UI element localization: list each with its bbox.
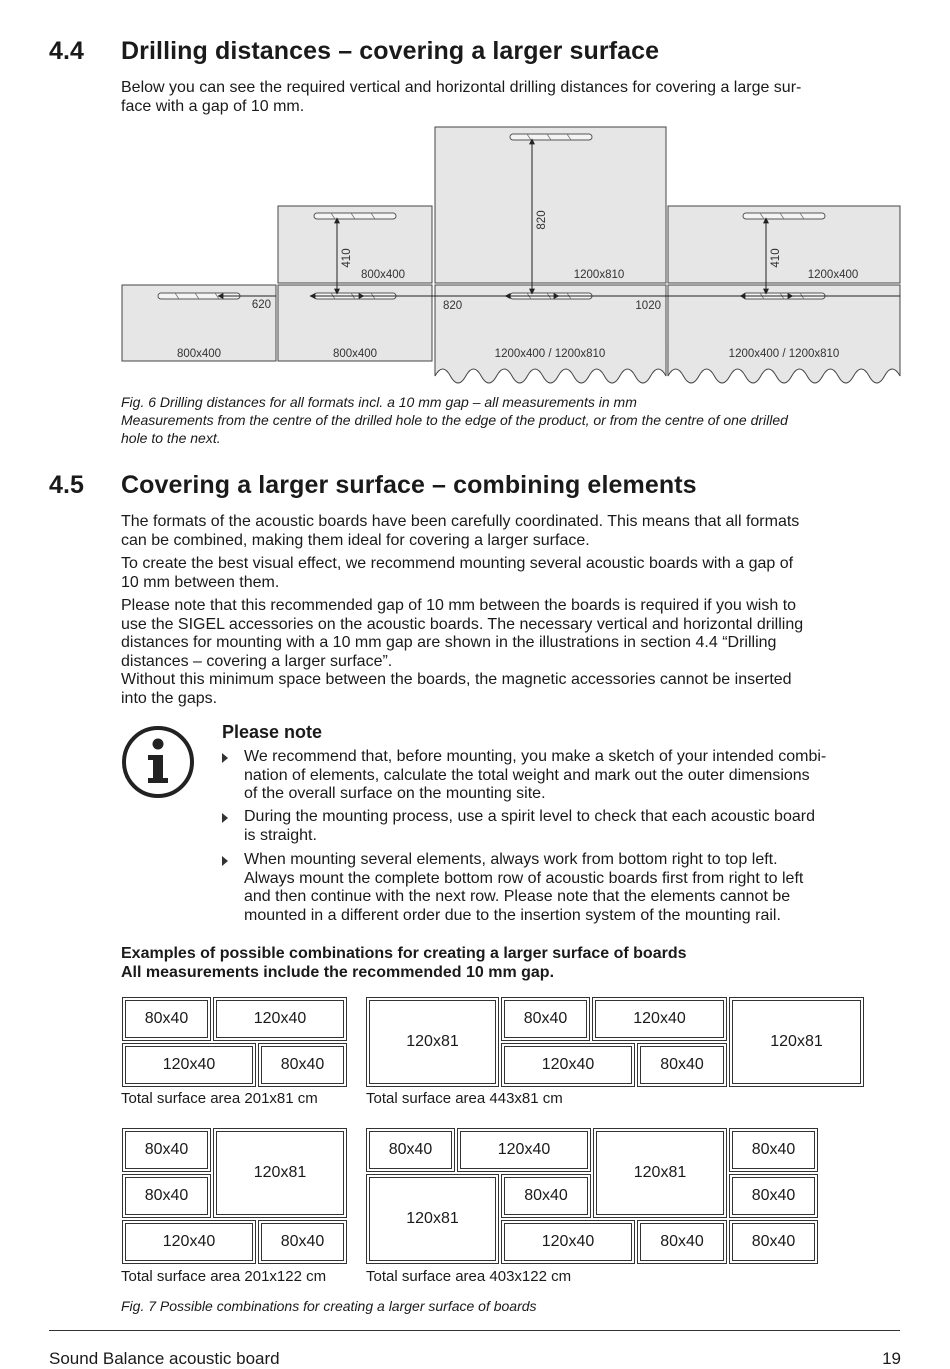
board-80x40: 80x40 xyxy=(729,1220,818,1264)
label-bottom-2: 800x400 xyxy=(332,348,378,360)
bullet-arrow-icon xyxy=(222,856,228,866)
combo3-total: Total surface area 201x122 cm xyxy=(121,1268,327,1285)
label-bottom-1: 800x400 xyxy=(176,348,222,360)
page-number: 19 xyxy=(882,1349,901,1368)
drilling-distance-diagram xyxy=(0,0,950,390)
board-120x40: 120x40 xyxy=(457,1128,591,1172)
label-410-left: 410 xyxy=(341,248,353,268)
label-620: 620 xyxy=(251,299,271,311)
board-120x40: 120x40 xyxy=(122,1220,256,1264)
combo2-total: Total surface area 443x81 cm xyxy=(366,1090,563,1107)
label-bottom-4: 1200x400 / 1200x810 xyxy=(728,348,840,360)
board-120x40: 120x40 xyxy=(592,997,727,1041)
board-80x40: 80x40 xyxy=(366,1128,455,1172)
note-bullet-3: When mounting several elements, always work from bottom right to top left. Always mount the complete bottom row of acoustic boards first from right to left and then continue with the next row. Please note that the elements cannot be mounted in a different order due to the insertion system of the mounting rail. xyxy=(222,851,892,926)
note-bullet-2: During the mounting process, use a spirit level to check that each acoustic board is straight. xyxy=(222,808,892,846)
board-80x40: 80x40 xyxy=(122,1174,211,1218)
combo1-total: Total surface area 201x81 cm xyxy=(121,1090,318,1107)
examples-heading: Examples of possible combinations for creating a larger surface of boards All measurements include the recommended 10 mm gap. xyxy=(121,945,687,981)
combo4-total: Total surface area 403x122 cm xyxy=(366,1268,572,1285)
bullet-arrow-icon xyxy=(222,813,228,823)
board-80x40: 80x40 xyxy=(729,1174,818,1218)
figure7-caption: Fig. 7 Possible combinations for creating a larger surface of boards xyxy=(121,1298,537,1314)
board-80x40: 80x40 xyxy=(729,1128,818,1172)
board-80x40: 80x40 xyxy=(122,997,211,1041)
label-top-left: 800x400 xyxy=(360,269,406,281)
figure6-caption: Fig. 6 Drilling distances for all formats incl. a 10 mm gap – all measurements in mm Measurements from the centre of the drilled hole to the edge of the product, or from the centre of one drilled hole to the next. xyxy=(121,394,788,446)
board-120x40: 120x40 xyxy=(213,997,347,1041)
paragraph-2: To create the best visual effect, we recommend mounting several acoustic boards with a gap of 10 mm between them. xyxy=(121,555,794,591)
label-bottom-3: 1200x400 / 1200x810 xyxy=(494,348,606,360)
board-bottom-3 xyxy=(435,285,666,383)
board-80x40: 80x40 xyxy=(637,1220,727,1264)
label-410-right: 410 xyxy=(770,248,782,268)
board-120x81: 120x81 xyxy=(366,1174,499,1264)
info-icon xyxy=(121,725,195,799)
slot-t1 xyxy=(314,213,396,219)
note-bullet-1: We recommend that, before mounting, you make a sketch of your intended combi- nation of elements, calculate the total weight and mark out the outer dimensions of the overall surface on the mounting site. xyxy=(222,748,892,804)
bullet-arrow-icon xyxy=(222,753,228,763)
board-80x40: 80x40 xyxy=(637,1043,727,1087)
footer-product-name: Sound Balance acoustic board xyxy=(49,1349,280,1368)
label-1020: 1020 xyxy=(635,300,661,312)
board-80x40: 80x40 xyxy=(501,1174,591,1218)
board-80x40: 80x40 xyxy=(122,1128,211,1172)
section-title: Covering a larger surface – combining elements xyxy=(121,471,697,499)
label-top-center: 1200x810 xyxy=(573,269,625,281)
section-title: Drilling distances – covering a larger surface xyxy=(121,37,660,65)
board-80x40: 80x40 xyxy=(258,1043,347,1087)
paragraph-3: Please note that this recommended gap of 10 mm between the boards is required if you wish to use the SIGEL accessories on the acoustic boards. The necessary vertical and horizontal drilling distances for mounting with a 10 mm gap are shown in the illustrations in section 4.4 “Drilling distances – covering a larger surface”. Without this minimum space between the boards, the magnetic accessories cannot be inserted into the gaps. xyxy=(121,597,804,707)
board-80x40: 80x40 xyxy=(501,997,590,1041)
section-number: 4.5 xyxy=(49,471,85,499)
label-820-vertical: 820 xyxy=(536,210,548,230)
slot-t2 xyxy=(510,134,592,140)
board-120x81: 120x81 xyxy=(729,997,864,1087)
label-820: 820 xyxy=(443,300,463,312)
board-120x40: 120x40 xyxy=(501,1043,635,1087)
board-120x81: 120x81 xyxy=(366,997,499,1087)
board-120x81: 120x81 xyxy=(593,1128,727,1218)
paragraph-1: The formats of the acoustic boards have been carefully coordinated. This means that all formats can be combined, making them ideal for covering a larger surface. xyxy=(121,513,800,549)
board-120x40: 120x40 xyxy=(501,1220,635,1264)
board-top-center xyxy=(435,127,666,283)
note-title: Please note xyxy=(222,722,323,742)
footer-divider xyxy=(49,1330,900,1331)
board-80x40: 80x40 xyxy=(258,1220,347,1264)
label-top-right: 1200x400 xyxy=(807,269,859,281)
slot-t3 xyxy=(743,213,825,219)
board-bottom-4 xyxy=(668,285,900,383)
board-120x81: 120x81 xyxy=(213,1128,347,1218)
intro-paragraph: Below you can see the required vertical and horizontal drilling distances for covering a large sur- face with a gap of 10 mm. xyxy=(121,79,802,115)
section-number: 4.4 xyxy=(49,37,85,65)
board-120x40: 120x40 xyxy=(122,1043,256,1087)
